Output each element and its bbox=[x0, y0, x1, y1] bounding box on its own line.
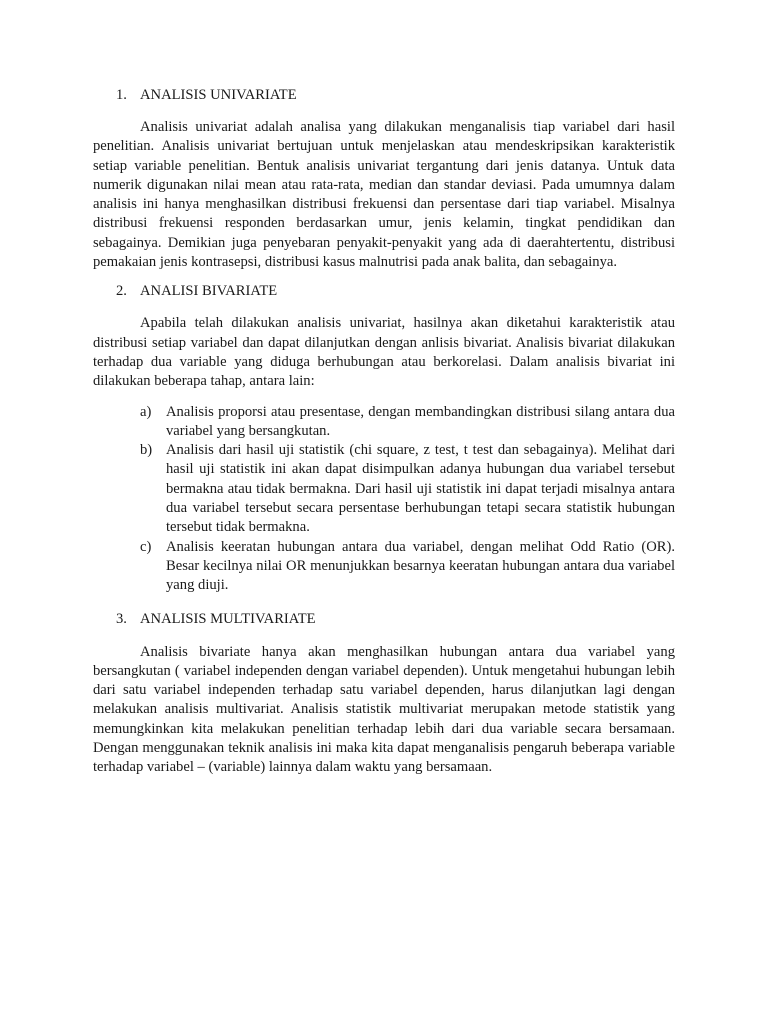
list-item bbox=[140, 441, 675, 537]
section-number: 1. bbox=[116, 87, 127, 103]
section-heading-bivariate bbox=[116, 282, 675, 301]
section-number: 3. bbox=[116, 610, 127, 627]
section-paragraph-multivariate bbox=[93, 643, 675, 778]
list-item-text: Analisis dari hasil uji statistik (chi square, z test, t test dan sebagainya). Melihat dari hasil uji statistik ini akan dapat disimpulkan adanya hubungan dua variabel tersebut bermakna atau tidak bermakna. Dari hasil uji statistik ini dapat terjadi misalnya antara dua variabel tersebut secara persentase berhubungan tetapi secara statistik hubungan tersebut tidak bermakna. bbox=[166, 442, 675, 536]
section-title: ANALISI BIVARIATE bbox=[140, 283, 278, 300]
section-paragraph-bivariate bbox=[93, 314, 675, 391]
section-heading-multivariate bbox=[116, 610, 675, 629]
section-number: 2. bbox=[116, 283, 127, 300]
list-marker: a) bbox=[140, 403, 152, 420]
list-marker: c) bbox=[140, 538, 152, 555]
section-heading-univariate bbox=[116, 86, 675, 105]
list-item-text: Analisis proporsi atau presentase, dengan membandingkan distribusi silang antara dua variabel yang bersangkutan. bbox=[166, 403, 675, 439]
document-page bbox=[93, 86, 675, 778]
list-item bbox=[140, 538, 675, 596]
list-marker: b) bbox=[140, 442, 153, 459]
paragraph-text: Analisis univariat adalah analisa yang dilakukan menganalisis tiap variabel dari hasil penelitian. Analisis univariat bertujuan untuk menjelaskan atau mendeskripsikan karakteristik setiap variable penelitian. Bentuk analisis univariat tergantung dari jenis datanya. Untuk data numerik digunakan nilai mean atau rata-rata, median dan standar deviasi. Pada umumnya dalam analisis ini hanya menghasilkan distribusi frekuensi dan persentase dari tiap variabel. Misalnya distribusi frekuensi responden berdasarkan umur, jenis kelamin, tingkat pendidikan dan sebagainya. Demikian juga penyebaran penyakit-penyakit yang ada di daerahtertentu, distribusi pemakaian jenis kontrasepsi, distribusi kasus malnutrisi pada anak balita, dan sebagainya. bbox=[93, 119, 675, 271]
section-title: ANALISIS MULTIVARIATE bbox=[140, 610, 316, 627]
section-paragraph-univariate bbox=[93, 118, 675, 272]
paragraph-text: Apabila telah dilakukan analisis univariat, hasilnya akan diketahui karakteristik atau distribusi setiap variabel dan dapat dilanjutkan dengan anlisis bivariat. Analisis bivariat dilakukan terhadap dua variable yang diduga berhubungan atau berkorelasi. Dalam analisis bivariat ini dilakukan beberapa tahap, antara lain: bbox=[93, 315, 675, 390]
section-title: ANALISIS UNIVARIATE bbox=[140, 87, 297, 103]
list-item bbox=[140, 403, 675, 442]
list-item-text: Analisis keeratan hubungan antara dua variabel, dengan melihat Odd Ratio (OR). Besar kecilnya nilai OR menunjukkan besarnya keeratan hubungan antara dua variabel yang diuji. bbox=[166, 538, 675, 594]
bivariate-steps-list bbox=[140, 403, 675, 596]
paragraph-text: Analisis bivariate hanya akan menghasilkan hubungan antara dua variabel yang bersangkutan ( variabel independen dengan variabel dependen). Untuk mengetahui hubungan lebih dari satu variabel independen terhadap satu variabel dependen, harus dilanjutkan lagi dengan melakukan analisis multivariat. Analisis statistik multivariat merupakan metode statistik yang memungkinkan kita melakukan penelitian terhadap lebih dari dua variable secara bersamaan. Dengan menggunakan teknik analisis ini maka kita dapat menganalisis pengaruh beberapa variable terhadap variabel – (variable) lainnya dalam waktu yang bersamaan. bbox=[93, 643, 675, 776]
